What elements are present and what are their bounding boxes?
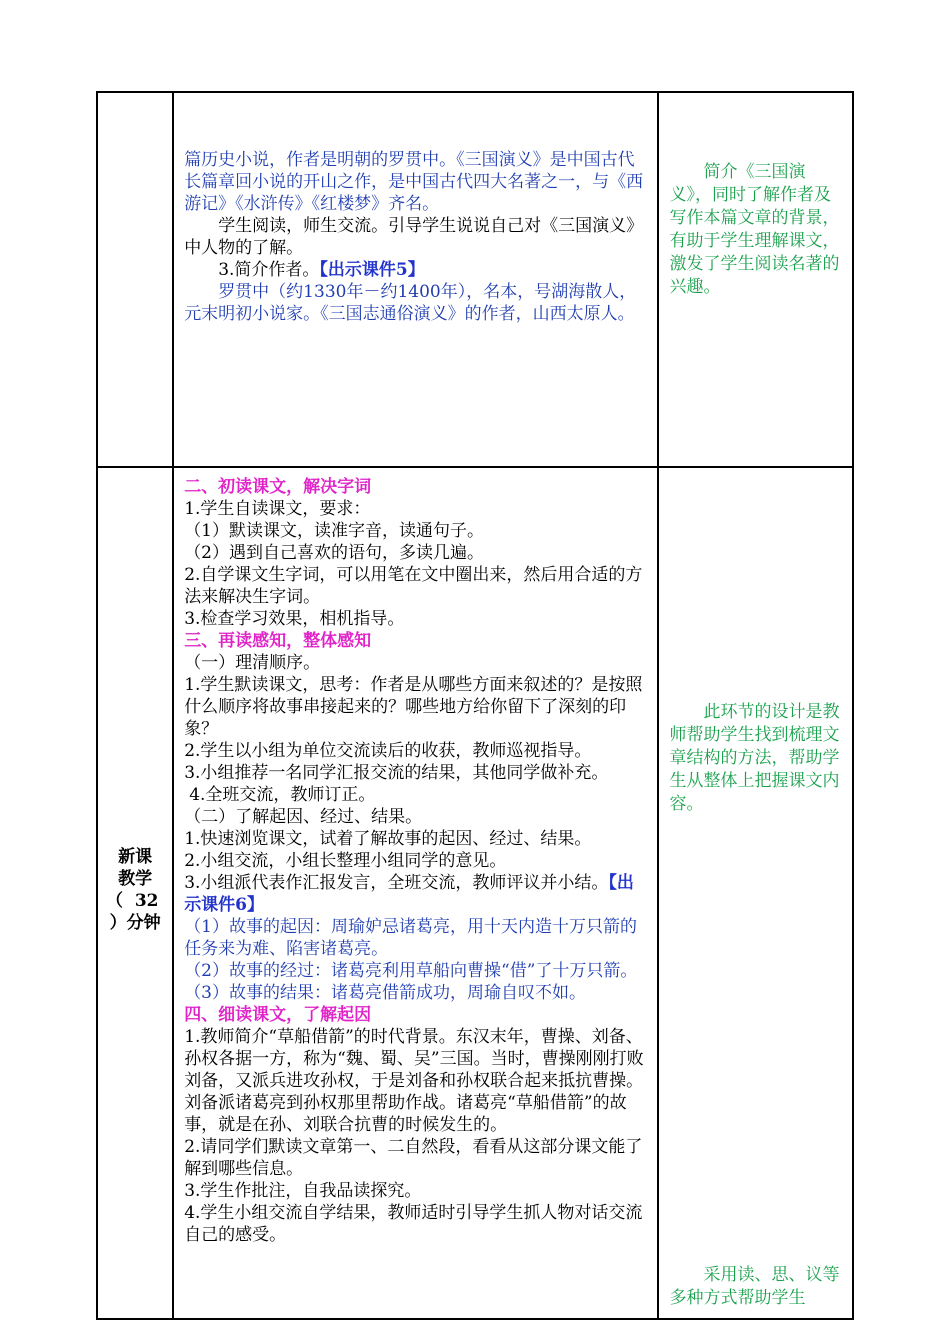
label-line: 教学 (118, 869, 153, 889)
design-note-cell (658, 467, 853, 1319)
courseware-tag: 【出示课件6】 (184, 873, 634, 915)
paragraph: 2.请同学们默读文章第一、二自然段，看看从这部分课文能了解到哪些信息。 (184, 1137, 643, 1179)
label-line: （ 32 (106, 891, 159, 911)
table-row (97, 92, 853, 467)
design-note: 简介《三国演义》，同时了解作者及写作本篇文章的背景，有助于学生理解课文，激发了学生阅读名著的兴趣。 (669, 162, 840, 297)
paragraph: 3.学生作批注，自我品读探究。 (184, 1181, 422, 1201)
paragraph: 2.学生以小组为单位交流读后的收获，教师巡视指导。 (184, 741, 592, 761)
section-label-cell (97, 92, 173, 467)
paragraph: 4.学生小组交流自学结果，教师适时引导学生抓人物对话交流自己的感受。 (184, 1203, 643, 1245)
section-heading: 二、初读课文，解决字词 (184, 477, 372, 497)
paragraph: （2）遇到自己喜欢的语句，多读几遍。 (184, 543, 485, 563)
section-label-cell (97, 467, 173, 1319)
section-heading: 三、再读感知，整体感知 (184, 631, 372, 651)
label-line: ）分钟 (109, 913, 161, 933)
paragraph: （一）理清顺序。 (184, 653, 321, 673)
paragraph: 3.简介作者。 (218, 260, 320, 280)
paragraph: 3.小组派代表作汇报发言，全班交流，教师评议并小结。 (184, 873, 609, 893)
paragraph: 篇历史小说，作者是明朝的罗贯中。《三国演义》是中国古代长篇章回小说的开山之作，是中国古代四大名著之一，与《西游记》《水浒传》《红楼梦》齐名。 (184, 150, 644, 214)
paragraph: 3.检查学习效果，相机指导。 (184, 609, 405, 629)
paragraph: 罗贯中（约1330年－约1400年），名本，号湖海散人，元末明初小说家。《三国志通俗演义》的作者，山西太原人。 (184, 282, 637, 324)
design-note: 此环节的设计是教师帮助学生找到梳理文章结构的方法，帮助学生从整体上把握课文内容。 (669, 702, 840, 814)
paragraph: 1.学生自读课文，要求： (184, 499, 371, 519)
paragraph: 2.自学课文生字词，可以用笔在文中圈出来，然后用合适的方法来解决生字词。 (184, 565, 643, 607)
paragraph: 1.教师简介“草船借箭”的时代背景。东汉末年，曹操、刘备、孙权各据一方，称为“魏、蜀、吴”三国。当时，曹操刚刚打败刘备，又派兵进攻孙权，于是刘备和孙权联合起来抵抗曹操。刘备派诸葛亮到孙权那里帮助作战。诸葛亮“草船借箭”的故事，就是在孙、刘联合抗曹的时候发生的。 (184, 1027, 644, 1135)
courseware-tag: 【出示课件5】 (319, 260, 425, 280)
content-cell (173, 467, 658, 1319)
label-line: 新课 (118, 847, 153, 867)
paragraph: 1.快速浏览课文，试着了解故事的起因、经过、结果。 (184, 829, 592, 849)
section-label (98, 846, 172, 934)
paragraph: 1.学生默读课文，思考：作者是从哪些方面来叙述的？是按照什么顺序将故事串接起来的？哪些地方给你留下了深刻的印象？ (184, 675, 643, 739)
table-row (97, 467, 853, 1319)
section-heading: 四、细读课文，了解起因 (184, 1005, 372, 1025)
paragraph: （1）默读课文，读准字音，读通句子。 (184, 521, 485, 541)
paragraph: 学生阅读，师生交流。引导学生说说自己对《三国演义》中人物的了解。 (184, 216, 644, 258)
design-note: 采用读、思、议等多种方式帮助学生 (669, 1265, 840, 1308)
paragraph: （二）了解起因、经过、结果。 (184, 807, 423, 827)
paragraph: （3）故事的结果：诸葛亮借箭成功，周瑜自叹不如。 (184, 983, 587, 1003)
paragraph: 2.小组交流，小组长整理小组同学的意见。 (184, 851, 507, 871)
paragraph: 3.小组推荐一名同学汇报交流的结果，其他同学做补充。 (184, 763, 609, 783)
paragraph: （2）故事的经过：诸葛亮利用草船向曹操“借”了十万只箭。 (184, 961, 638, 981)
lesson-plan-table (96, 91, 854, 1320)
content-cell (173, 92, 658, 467)
paragraph: 4.全班交流，教师订正。 (189, 785, 376, 805)
design-note-cell (658, 92, 853, 467)
paragraph: （1）故事的起因：周瑜妒忌诸葛亮，用十天内造十万只箭的任务来为难、陷害诸葛亮。 (184, 917, 638, 959)
